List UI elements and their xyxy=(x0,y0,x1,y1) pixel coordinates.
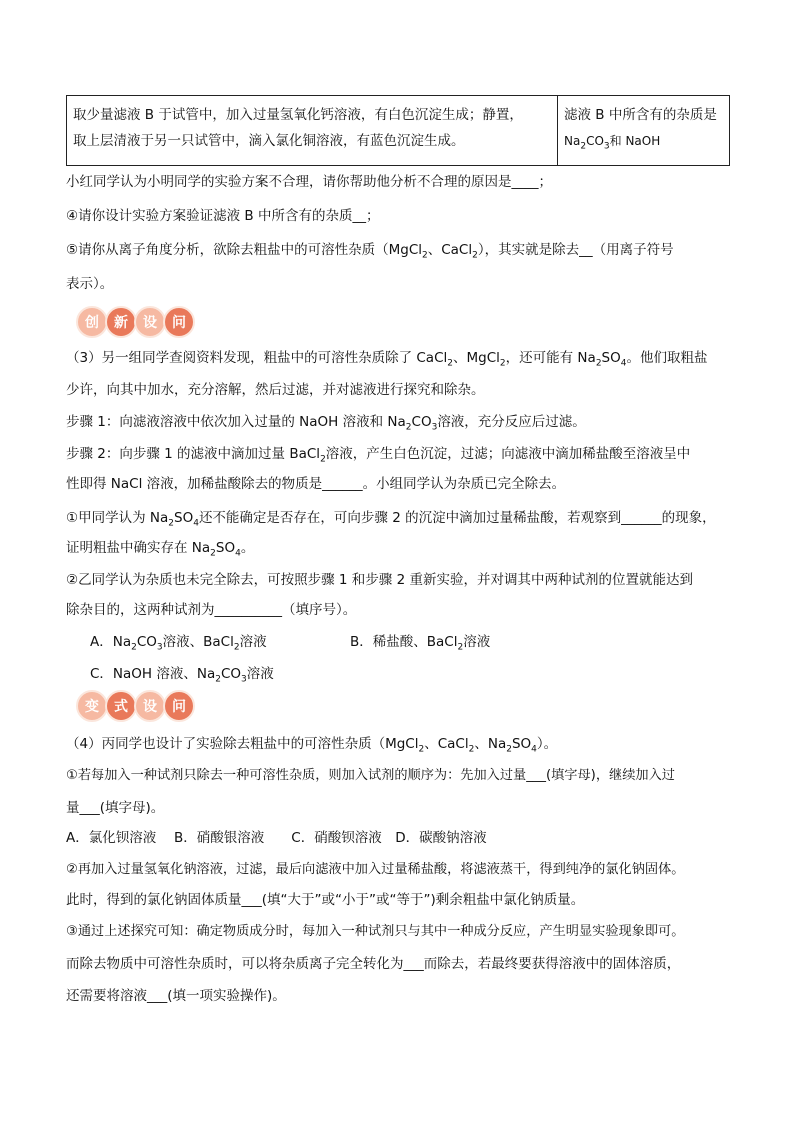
text: C．NaOH 溶液、Na xyxy=(90,666,216,682)
question-line: ④请你设计实验方案验证滤液 B 中所含有的杂质__； xyxy=(66,208,380,224)
subscript: 2 xyxy=(215,674,221,685)
formula-part: 和 NaOH xyxy=(609,134,661,148)
table-row xyxy=(67,96,730,166)
subscript: 2 xyxy=(457,642,464,653)
text: 溶液，充分反应后过滤。 xyxy=(437,414,586,430)
text: ⑤请你从离子角度分析，欲除去粗盐中的可溶性杂质（MgCl xyxy=(66,242,422,258)
text: ）。 xyxy=(536,736,558,752)
subscript: 2 xyxy=(468,744,475,755)
text: 溶液 xyxy=(246,666,274,682)
subscript: 2 xyxy=(422,250,428,261)
cell-text xyxy=(564,128,723,159)
section4-line: 还需要将溶液___(填一项实验操作)。 xyxy=(66,988,286,1004)
text: 证明粗盐中确实存在 Na xyxy=(66,540,211,556)
section4-line: ①若每加入一种试剂只除去一种可溶性杂质，则加入试剂的顺序为：先加入过量___(填字母)，继续加入过 xyxy=(66,768,675,783)
text: （4）丙同学也设计了实验除去粗盐中的可溶性杂质（MgCl xyxy=(66,736,419,752)
banner-char: 设 xyxy=(134,690,166,722)
question-line: 表示）。 xyxy=(66,276,114,292)
section3-line: 性即得 NaCl 溶液，加稀盐酸除去的物质是______。小组同学认为杂质已完全除去。 xyxy=(66,476,566,492)
text: （3）另一组同学查阅资料发现，粗盐中的可溶性杂质除了 CaCl xyxy=(66,350,448,366)
subscript: 4 xyxy=(531,744,537,755)
text: ①甲同学认为 Na xyxy=(66,510,169,526)
cell-text: 取少量滤液 B 于试管中，加入过量氢氧化钙溶液，有白色沉淀生成；静置， xyxy=(73,107,523,123)
banner-char: 问 xyxy=(163,690,195,722)
section3-line xyxy=(66,412,586,438)
text: SO xyxy=(215,540,236,556)
table-cell-conclusion xyxy=(558,96,730,166)
formula-part: Na xyxy=(564,134,581,148)
banner-char: 设 xyxy=(134,306,166,338)
section4-line: A．氯化钡溶液 B．硝酸银溶液 C．硝酸钡溶液 D．碳酸钠溶液 xyxy=(66,830,487,846)
section3-line xyxy=(66,508,716,534)
subscript: 2 xyxy=(320,454,326,465)
text: 步骤 1：向滤液溶液中依次加入过量的 NaOH 溶液和 Na xyxy=(66,414,406,430)
subscript: 4 xyxy=(235,548,241,559)
subscript: 2 xyxy=(131,642,137,653)
text: 。他们取粗盐 xyxy=(626,350,708,366)
text: SO xyxy=(174,510,194,526)
text: ），其实就是除去__（用离子符号 xyxy=(477,242,674,258)
subscript: 3 xyxy=(241,674,247,685)
text: 步骤 2：向步骤 1 的滤液中滴加过量 BaCl xyxy=(66,446,321,462)
option-c xyxy=(90,664,274,690)
subscript: 2 xyxy=(499,358,506,369)
subscript: 2 xyxy=(447,358,453,369)
cell-text: 滤液 B 中所含有的杂质是 xyxy=(564,107,717,123)
text: 溶液 xyxy=(463,634,491,650)
subscript: 2 xyxy=(233,642,240,653)
text: 、MgCl xyxy=(453,350,500,366)
subscript: 2 xyxy=(580,141,587,152)
text: SO xyxy=(511,736,532,752)
answer-table xyxy=(66,95,730,166)
text: 溶液、BaCl xyxy=(162,634,234,650)
table-cell-procedure xyxy=(67,96,558,166)
subscript: 2 xyxy=(506,744,512,755)
text: 、CaCl xyxy=(427,242,473,258)
cell-text: 取上层清液于另一只试管中，滴入氯化铜溶液，有蓝色沉淀生成。 xyxy=(73,133,465,149)
text: CO xyxy=(220,666,242,682)
text: 、Na xyxy=(474,736,507,752)
section4-line xyxy=(66,734,557,760)
text: A．Na xyxy=(90,634,132,650)
section3-line: ②乙同学认为杂质也未完全除去，可按照步骤 1 和步骤 2 重新实验，并对调其中两种试剂的位置就能达到 xyxy=(66,572,693,588)
text: 。 xyxy=(240,540,255,556)
section3-line: 少许，向其中加水，充分溶解，然后过滤，并对滤液进行探究和除杂。 xyxy=(66,382,485,398)
section4-line: 此时，得到的氯化钠固体质量___(填“大于”或“小于”或“等于”)剩余粗盐中氯化钠质量。 xyxy=(66,892,585,908)
text: 、CaCl xyxy=(424,736,469,752)
question-line xyxy=(66,240,674,266)
section-banner-innovation xyxy=(76,306,192,338)
section3-line xyxy=(66,538,254,564)
subscript: 3 xyxy=(603,141,610,152)
section4-line: 量___(填字母)。 xyxy=(66,800,165,816)
section3-line: 除杂目的，这两种试剂为__________（填序号）。 xyxy=(66,602,357,618)
section3-line xyxy=(66,444,690,470)
subscript: 3 xyxy=(156,642,163,653)
text: 还不能确定是否存在，可向步骤 2 的沉淀中滴加过量稀盐酸，若观察到______的现象， xyxy=(198,510,716,526)
formula-part: CO xyxy=(586,134,604,148)
subscript: 4 xyxy=(193,518,199,529)
banner-char: 新 xyxy=(105,306,137,338)
text: ，还可能有 Na xyxy=(505,350,596,366)
banner-char: 创 xyxy=(76,306,108,338)
banner-char: 问 xyxy=(163,306,195,338)
text: SO xyxy=(601,350,621,366)
section4-line: 而除去物质中可溶性杂质时，可以将杂质离子完全转化为___而除去，若最终要获得溶液中的固体溶质， xyxy=(66,956,681,972)
text: 溶液，产生白色沉淀，过滤；向滤液中滴加稀盐酸至溶液呈中 xyxy=(325,446,691,462)
section4-line: ②再加入过量氢氧化钠溶液，过滤，最后向滤液中加入过量稀盐酸，将滤液蒸干，得到纯净的氯化钠固体。 xyxy=(66,862,685,877)
section-banner-variant xyxy=(76,690,192,722)
subscript: 2 xyxy=(418,744,425,755)
text: B．稀盐酸、BaCl xyxy=(350,634,458,650)
subscript: 3 xyxy=(431,422,438,433)
subscript: 2 xyxy=(168,518,174,529)
text: 溶液 xyxy=(239,634,267,650)
text: CO xyxy=(136,634,157,650)
banner-char: 式 xyxy=(105,690,137,722)
subscript: 2 xyxy=(405,422,412,433)
subscript: 4 xyxy=(620,358,627,369)
text: CO xyxy=(411,414,432,430)
subscript: 2 xyxy=(210,548,216,559)
subscript: 2 xyxy=(595,358,602,369)
question-line: 小红同学认为小明同学的实验方案不合理，请你帮助他分析不合理的原因是____； xyxy=(66,174,552,190)
option-b xyxy=(350,632,490,658)
section4-line: ③通过上述探究可知：确定物质成分时，每加入一种试剂只与其中一种成分反应，产生明显实验现象即可。 xyxy=(66,924,685,939)
option-a xyxy=(90,632,267,658)
section3-line xyxy=(66,348,707,374)
subscript: 2 xyxy=(472,250,478,261)
banner-char: 变 xyxy=(76,690,108,722)
